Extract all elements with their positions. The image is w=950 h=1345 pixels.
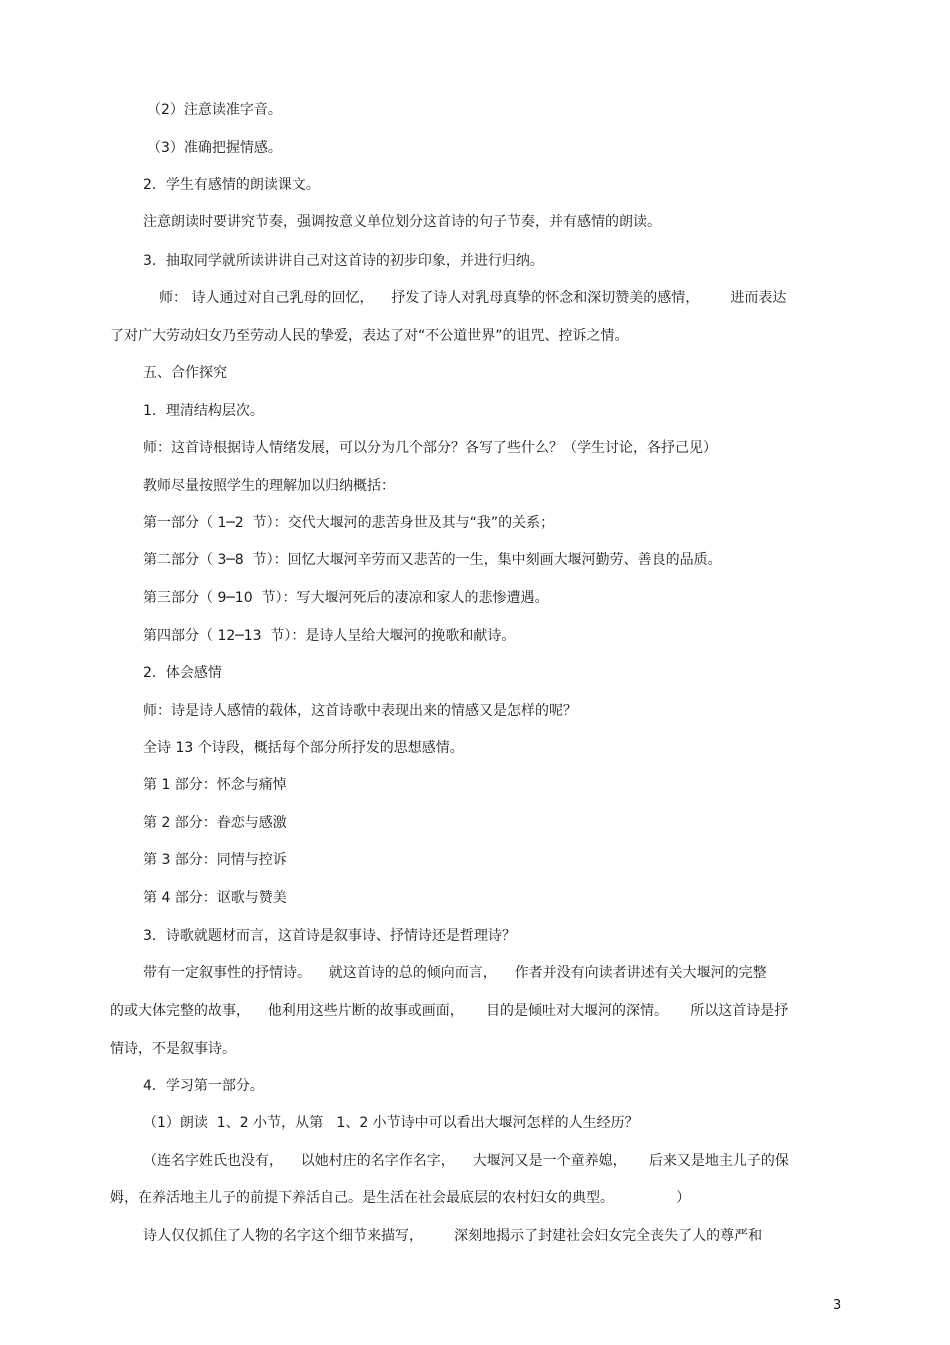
- text-line: 第三部分（ 9─10 节）：写大堰河死后的凄凉和家人的悲惨遭遇。: [143, 590, 549, 606]
- text-line: 了对广大劳动妇女乃至劳动人民的挚爱，表达了对“不公道世界”的诅咒、控诉之情。: [110, 328, 629, 344]
- text-line: 第 2 部分：眷恋与感激: [143, 815, 287, 831]
- text-line: 第 3 部分：同情与控诉: [143, 852, 287, 868]
- text-line: 带有一定叙事性的抒情诗。 就这首诗的总的倾向而言， 作者并没有向读者讲述有关大堰河的完整: [143, 965, 767, 981]
- text-line: 姆，在养活地主儿子的前提下养活自己。是生活在社会最底层的农村妇女的典型。 ）: [110, 1190, 691, 1206]
- text-line: 诗人仅仅抓住了人物的名字这个细节来描写， 深刻地揭示了封建社会妇女完全丧失了人的尊严和: [143, 1228, 763, 1244]
- text-line: 3．诗歌就题材而言，这首诗是叙事诗、抒情诗还是哲理诗？: [143, 928, 516, 944]
- text-line: 第二部分（ 3─8 节）：回忆大堰河辛劳而又悲苦的一生，集中刻画大堰河勤劳、善良的品质。: [143, 552, 722, 568]
- text-line: 2．体会感情: [143, 665, 222, 681]
- text-line: 1．理清结构层次。: [143, 403, 264, 419]
- text-line: 的或大体完整的故事， 他利用这些片断的故事或画面， 目的是倾吐对大堰河的深情。 所以这首诗是抒: [110, 1003, 789, 1019]
- text-line: 4．学习第一部分。: [143, 1078, 264, 1094]
- text-line: 第四部分（ 12─13 节）：是诗人呈给大堰河的挽歌和献诗。: [143, 628, 516, 644]
- text-line: （连名字姓氏也没有， 以她村庄的名字作名字， 大堰河又是一个童养媳， 后来又是地主儿子的保: [143, 1153, 789, 1169]
- text-line: 2．学生有感情的朗读课文。: [143, 177, 320, 193]
- text-line: 情诗，不是叙事诗。: [110, 1041, 236, 1057]
- text-line: 师：这首诗根据诗人情绪发展，可以分为几个部分？各写了些什么？（学生讨论，各抒己见）: [143, 440, 717, 456]
- text-line: （2）注意读准字音。: [147, 102, 282, 118]
- text-line: 师：诗是诗人感情的载体，这首诗歌中表现出来的情感又是怎样的呢？: [143, 703, 577, 719]
- section-heading: 五、合作探究: [143, 365, 227, 381]
- text-line: 3．抽取同学就所读讲讲自己对这首诗的初步印象，并进行归纳。: [143, 253, 544, 269]
- text-line: 第 1 部分：怀念与痛悼: [143, 777, 287, 793]
- text-line: 教师尽量按照学生的理解加以归纳概括：: [143, 478, 395, 494]
- text-line: （1）朗读 1、2 小节，从第 1、2 小节诗中可以看出大堰河怎样的人生经历？: [143, 1115, 639, 1131]
- text-line: 注意朗读时要讲究节奏，强调按意义单位划分这首诗的句子节奏，并有感情的朗读。: [143, 214, 661, 230]
- text-line: 第一部分（ 1─2 节）：交代大堰河的悲苦身世及其与“我”的关系；: [143, 515, 555, 531]
- page-number: 3: [833, 1298, 842, 1313]
- text-line: （3）准确把握情感。: [147, 140, 282, 156]
- text-line: 全诗 13 个诗段，概括每个部分所抒发的思想感情。: [143, 740, 464, 756]
- text-line: 第 4 部分：讴歌与赞美: [143, 890, 287, 906]
- text-line: 师： 诗人通过对自己乳母的回忆， 抒发了诗人对乳母真挚的怀念和深切赞美的感情， 进而表达: [159, 290, 787, 306]
